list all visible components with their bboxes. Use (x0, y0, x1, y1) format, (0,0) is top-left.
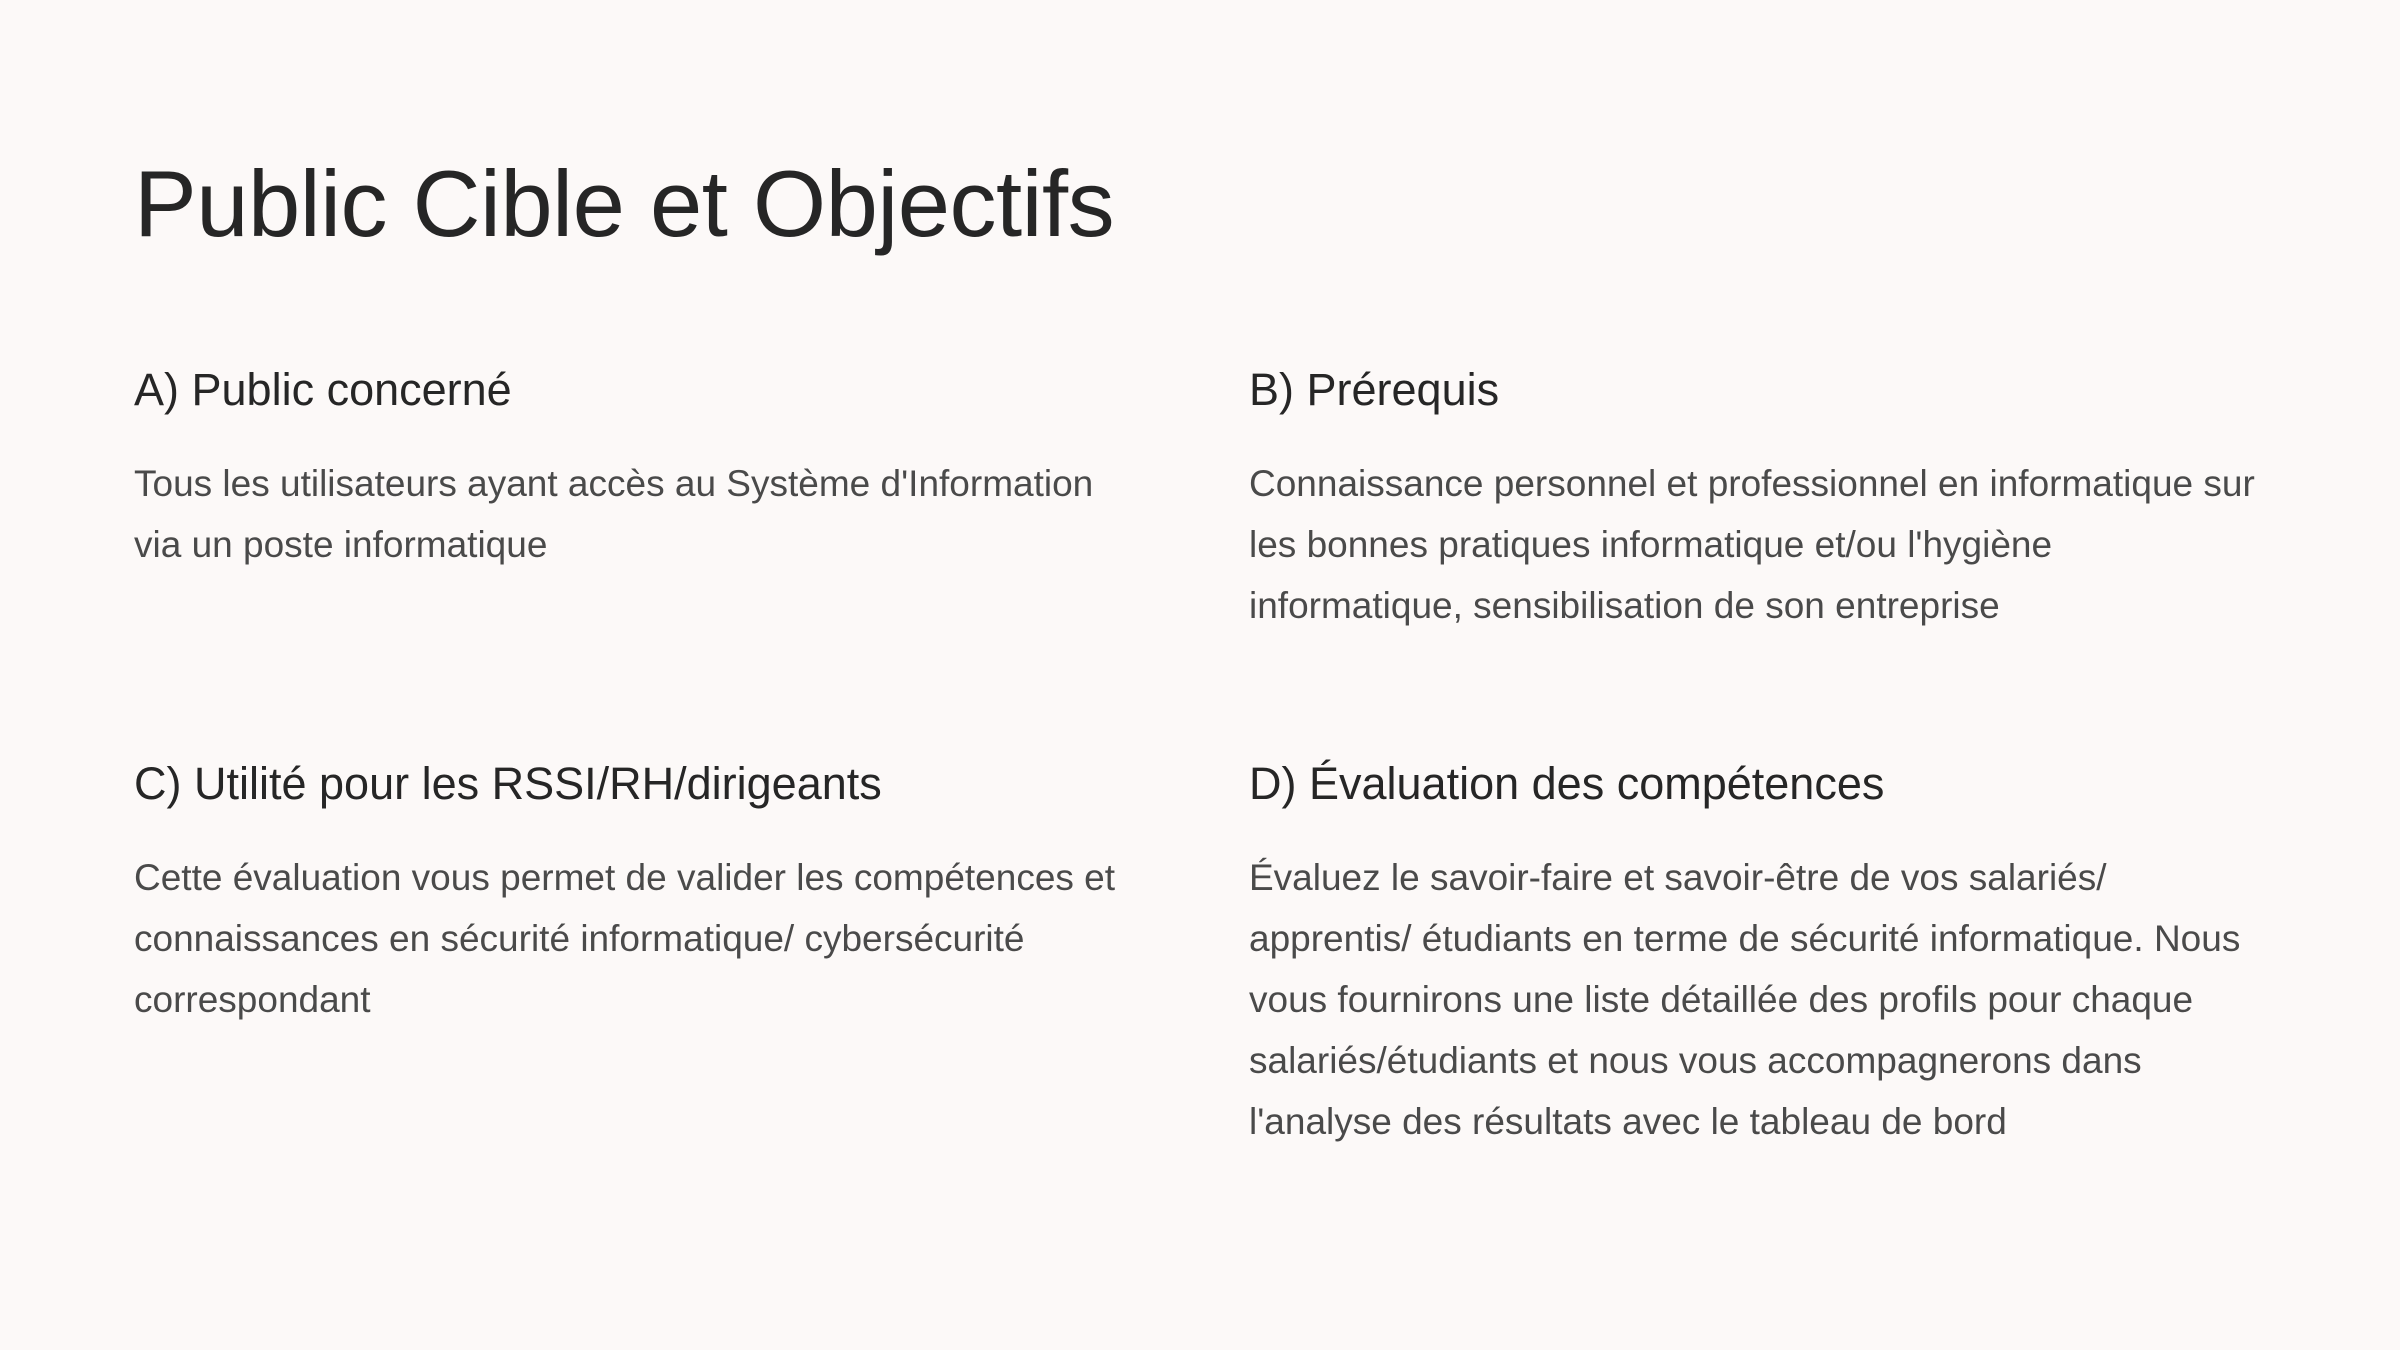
section-public-concerne (134, 363, 1144, 575)
section-body: Évaluez le savoir-faire et savoir-être de vos salariés/ apprentis/ étudiants en terme de sécurité informatique. Nous vous fournirons une liste détaillée des profils pour chaque salariés/étudiants et nous vous accompagnerons dans l'analyse des résultats avec le tableau de bord (1249, 857, 2241, 1142)
section-utilite (134, 757, 1144, 1030)
section-body: Tous les utilisateurs ayant accès au Système d'Information via un poste informatique (134, 463, 1094, 565)
section-heading: C) Utilité pour les RSSI/RH/dirigeants (134, 758, 882, 809)
section-body: Connaissance personnel et professionnel en informatique sur les bonnes pratiques informatique et/ou l'hygiène informatique, sensibilisation de son entreprise (1249, 463, 2255, 626)
section-evaluation (1249, 757, 2259, 1152)
section-heading: B) Prérequis (1249, 364, 1500, 415)
section-heading: A) Public concerné (134, 364, 512, 415)
section-body: Cette évaluation vous permet de valider les compétences et connaissances en sécurité informatique/ cybersécurité correspondant (134, 857, 1116, 1020)
section-prerequis (1249, 363, 2259, 636)
page-title: Public Cible et Objectifs (134, 151, 1115, 256)
section-heading: D) Évaluation des compétences (1249, 758, 1885, 809)
